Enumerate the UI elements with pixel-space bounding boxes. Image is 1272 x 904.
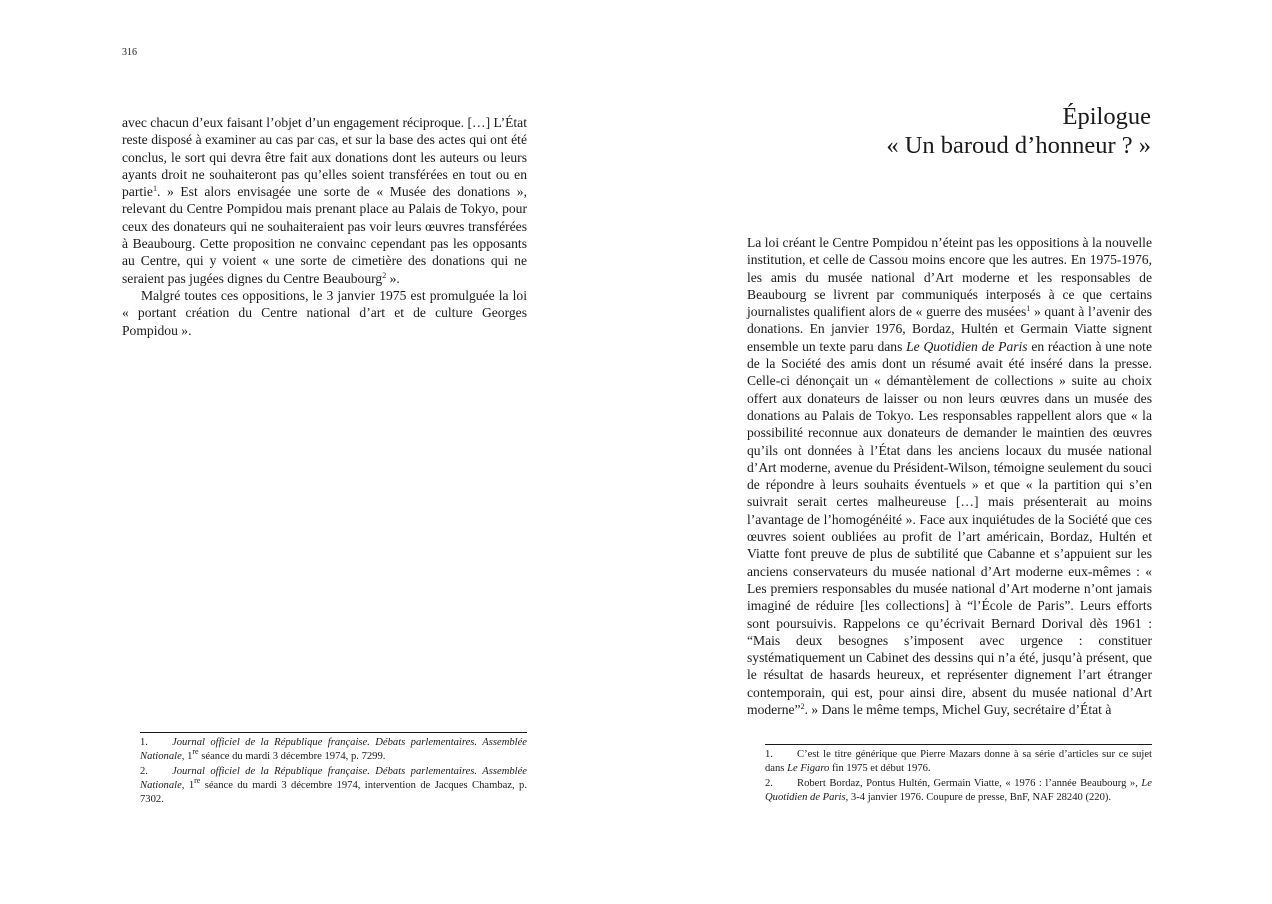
italic-text: Le Figaro: [787, 763, 830, 775]
footnote-number: 2.: [765, 777, 773, 789]
right-footnote-2: [765, 777, 1152, 806]
right-paragraph-1: La loi créant le Centre Pompidou n’éteint pas les oppositions à la nouvelle institution, et celle de Cassou moins encore que les autres. En 1975-1976, les amis du musée national d’Art moderne et les responsables de Beaubourg se livrent par communiqués interposés à ce que certains journalistes qualifient alors de « guerre des musées$^1$ » quant à l’avenir des donations. En janvier 1976, Bordaz, Hultén et Germain Viatte signent ensemble un texte paru dans Le Quotidien de Paris en réaction à une note de la Société des amis dont un résumé avait été inséré dans la presse. Celle-ci dénonçait un « démantèlement de collections » suite au choix offert aux donateurs de laisser ou non leurs œuvres dans un musée des donations au Palais de Tokyo. Les responsables rappellent alors que « la possibilité reconnue aux donateurs de demander le maintien des œuvres qu’ils ont données à l’État dans les anciens locaux du musée national d’Art moderne, avenue du Président-Wilson, témoigne seulement du souci de répondre à leurs souhaits éventuels » et que « la partition qui s’en suivrait serait certes malheureuse […] mais présenterait au moins l’avantage de l’homogénéité ». Face aux inquiétudes de la Société que ces œuvres soient oubliées au profit de l’art américain, Bordaz, Hultén et Viatte font preuve de plus de subtilité que Cabanne et s’appuient sur les anciens conservateurs du musée national d’Art moderne eux-mêmes : « Les premiers responsables du musée national d’Art moderne n’ont jamais imaginé de réduire [les collections] à “l’École de Paris”. Leurs efforts sont poursuivis. Rappelons ce qu’écrivait Bernard Dorival dès 1961 : “Mais deux besognes s’imposent avec urgence : constituer systématiquement un Cabinet des dessins qui n’a été, jusqu’à présent, que le résultat de hasards heureux, et représenter dignement l’art étranger contemporain, qui est, pour ainsi dire, absent du musée national d’Art moderne”$^2$. » Dans le même temps, Michel Guy, secrétaire d’État à: [747, 235, 1152, 718]
superscript: 2: [800, 702, 805, 712]
footnote-text: Journal officiel de la République française. Débats parlementaires. Assemblée Nationale, 1re séance du mardi 3 décembre 1974, intervention de Jacques Chambaz, p. 7302.: [140, 765, 528, 806]
right-body-text: [747, 234, 1152, 718]
superscript: re: [192, 747, 199, 757]
footnote-rule: [140, 732, 527, 733]
left-paragraph-1: avec chacun d’eux faisant l’objet d’un engagement réciproque. […] L’État reste disposé à examiner au cas par cas, et sur la base des actes qui ont été conclus, le sort qui devra être fait aux donations dont les auteurs ou leurs ayants droit ne souhaiteront pas qu’elles soient transférées en tout ou en partie$^1$. » Est alors envisagée une sorte de « Musée des donations », relevant du Centre Pompidou mais prenant place au Palais de Tokyo, pour ceux des donateurs qui ne souhaiteraient pas voir leurs œuvres transférées à Beaubourg. Cette proposition ne convainc cependant pas les opposants au Centre, qui y voient « une sorte de cimetière des donations qui ne seraient pas jugées dignes du Centre Beaubourg$^2$ ».: [122, 115, 527, 286]
left-footnotes: [140, 732, 527, 807]
italic-text: Journal officiel de la République française. Débats parlementaires. Assemblée Nationale: [140, 765, 527, 791]
left-body-text: [122, 114, 527, 339]
left-footnote-1: [140, 736, 527, 765]
footnote-text: C’est le titre générique que Pierre Mazars donne à sa série d’articles sur ce sujet dans Le Figaro fin 1975 et début 1976.: [765, 749, 1152, 775]
chapter-title-line-1: Épilogue: [1062, 103, 1151, 130]
italic-text: Le Quotidien de Paris: [906, 338, 1028, 354]
chapter-title: [886, 102, 1151, 160]
superscript: 1: [1026, 304, 1031, 314]
superscript: 1: [152, 184, 157, 194]
footnote-rule: [765, 744, 1152, 745]
superscript: 2: [382, 270, 387, 280]
italic-text: Journal officiel de la République française. Débats parlementaires. Assemblée Nationale: [140, 737, 527, 763]
left-paragraph-2: Malgré toutes ces oppositions, le 3 janvier 1975 est promulguée la loi « portant création du Centre national d’art et de culture Georges Pompidou ».: [122, 287, 527, 338]
italic-text: Le Quotidien de Paris: [765, 777, 1152, 803]
footnote-number: 1.: [140, 737, 148, 748]
footnote-text: Robert Bordaz, Pontus Hultén, Germain Viatte, « 1976 : l’année Beaubourg », Le Quotidien de Paris, 3-4 janvier 1976. Coupure de presse, BnF, NAF 28240 (220).: [765, 777, 1152, 803]
page-number: 316: [122, 47, 137, 58]
footnote-text: Journal officiel de la République française. Débats parlementaires. Assemblée Nationale, 1re séance du mardi 3 décembre 1974, p. 7299.: [140, 737, 527, 763]
right-footnote-1: [765, 748, 1152, 777]
left-footnote-2: [140, 765, 527, 808]
superscript: re: [194, 775, 201, 785]
chapter-title-line-2: « Un baroud d’honneur ? »: [886, 132, 1151, 159]
right-footnotes: [765, 744, 1152, 805]
footnote-number: 2.: [140, 765, 148, 777]
footnote-number: 1.: [765, 749, 773, 760]
